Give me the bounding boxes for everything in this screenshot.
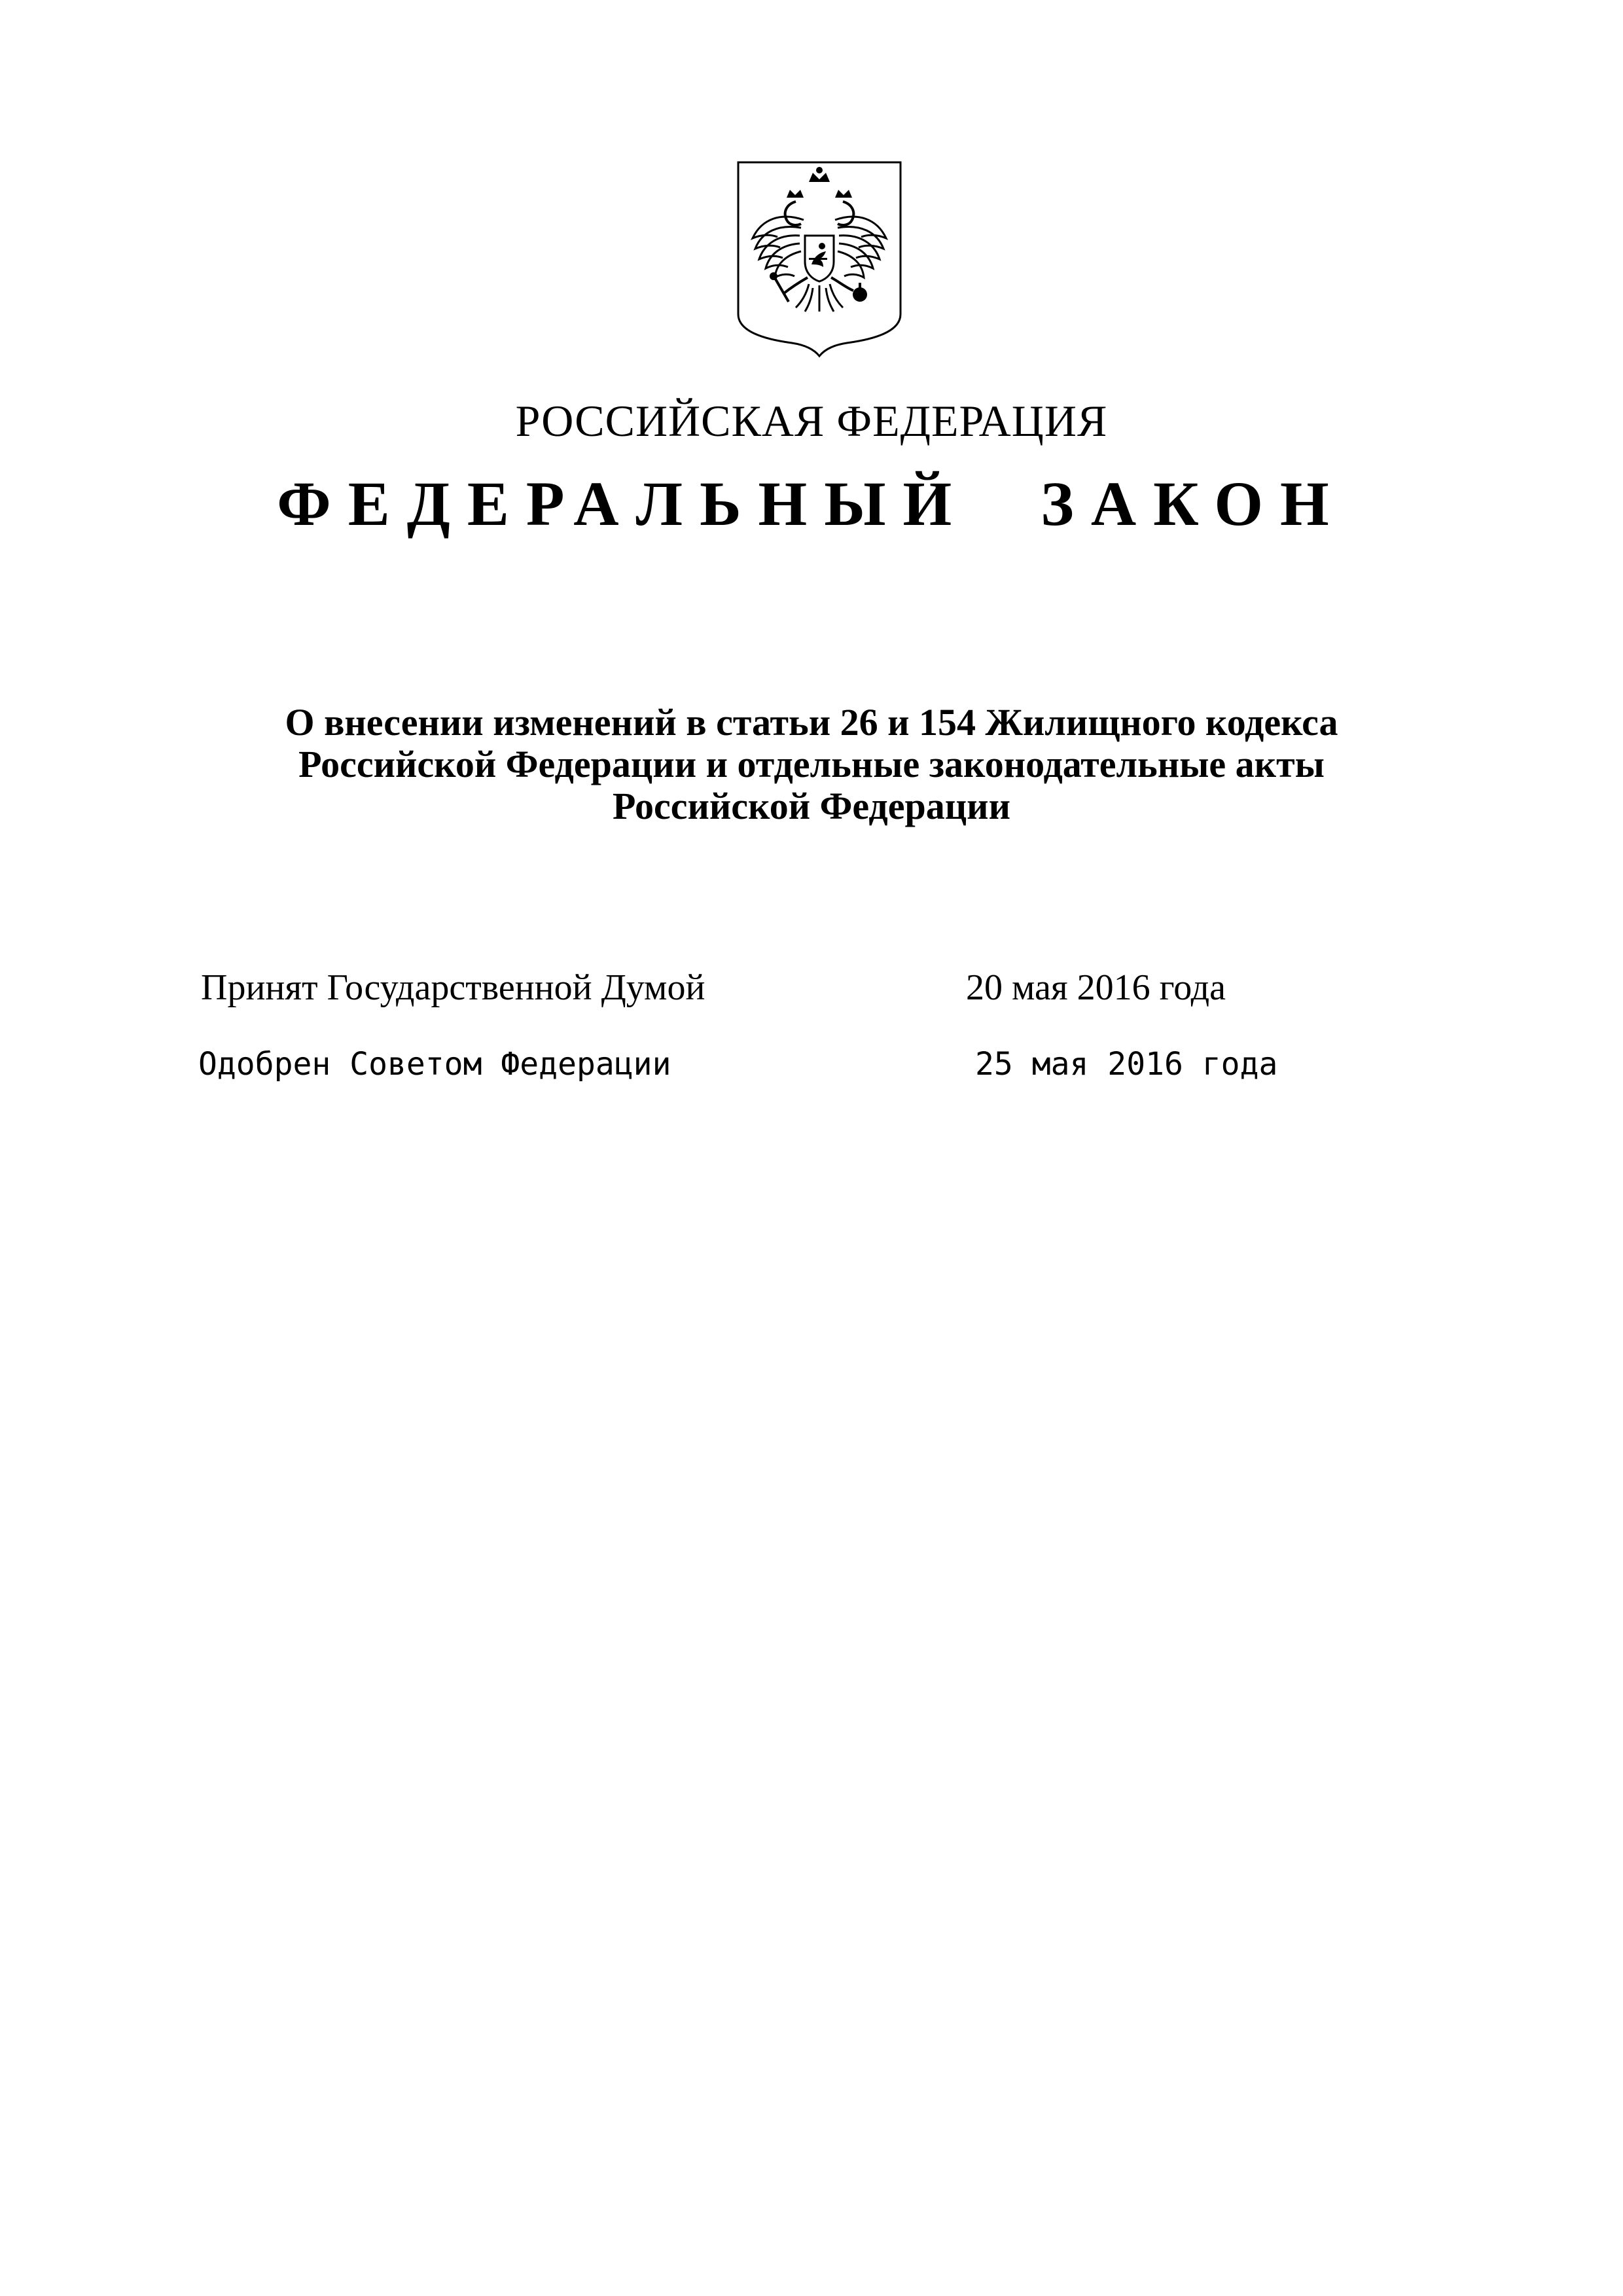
coat-of-arms-icon <box>736 160 903 359</box>
law-title-line: Российской Федерации <box>612 785 1010 827</box>
adoption-row-council <box>0 1043 1623 1096</box>
law-title-line: О внесении изменений в статьи 26 и 154 Жилищного кодекса <box>285 701 1338 744</box>
approval-date: 25 мая 2016 года <box>975 1046 1278 1083</box>
country-name: РОССИЙСКАЯ ФЕДЕРАЦИЯ <box>515 396 1108 446</box>
approving-body: Одобрен Советом Федерации <box>198 1046 671 1083</box>
law-title <box>0 702 1623 827</box>
document-type: ФЕДЕРАЛЬНЫЙ ЗАКОН <box>277 469 1346 539</box>
adoption-row-duma <box>0 965 1623 1017</box>
adoption-date: 20 мая 2016 года <box>966 967 1226 1008</box>
adopting-body: Принят Государственной Думой <box>201 967 705 1008</box>
law-title-line: Российской Федерации и отдельные законодательные акты <box>298 743 1325 785</box>
